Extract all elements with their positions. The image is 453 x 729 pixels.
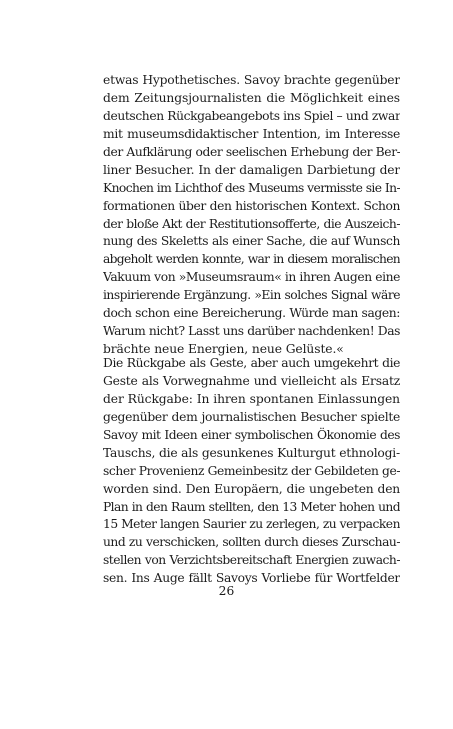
text-line: abgeholt werden konnte, war in diesem moralischen — [103, 252, 400, 267]
paragraph-1 — [103, 72, 400, 359]
text-line: der Rückgabe: In ihren spontanen Einlassungen — [103, 391, 400, 406]
text-line: brächte neue Energien, neue Gelüste.« — [103, 342, 344, 357]
text-line: der Aufklärung oder seelischen Erhebung der Ber- — [103, 144, 400, 159]
text-line: gegenüber dem journalistischen Besucher spielte — [103, 409, 400, 424]
text-line: nung des Skeletts als einer Sache, die auf Wunsch — [103, 234, 400, 249]
text-line: Savoy mit Ideen einer symbolischen Ökonomie des — [103, 427, 400, 442]
text-line: Tauschs, die als gesunkenes Kulturgut ethnologi- — [103, 445, 400, 460]
text-line: Die Rückgabe als Geste, aber auch umgekehrt die — [103, 356, 400, 370]
page-number: 26 — [218, 584, 235, 598]
text-line: scher Provenienz Gemeinbesitz der Gebildeten ge- — [103, 463, 400, 478]
text-line: Plan in den Raum stellten, den 13 Meter hohen und — [103, 499, 400, 514]
text-line: und zu verschicken, sollten durch dieses Zurschau- — [103, 535, 400, 550]
text-line: etwas Hypothetisches. Savoy brachte gegenüber — [103, 73, 400, 87]
text-line: mit museumsdidaktischer Intention, im Interesse — [103, 126, 400, 141]
text-line: Vakuum von »Museumsraum« in ihren Augen eine — [103, 270, 400, 285]
text-line: stellen von Verzichtsbereitschaft Energien zuwach- — [103, 553, 400, 568]
text-line: sen. Ins Auge fällt Savoys Vorliebe für Wortfelder — [103, 571, 400, 586]
text-line: Warum nicht? Lasst uns darüber nachdenken! Das — [103, 324, 400, 339]
text-line: deutschen Rückgabeangebots ins Spiel – und zwar — [103, 108, 400, 123]
text-line: Geste als Vorwegnahme und vielleicht als Ersatz — [103, 373, 400, 388]
text-line: worden sind. Den Europäern, die ungebeten den — [103, 481, 400, 496]
text-line: der bloße Akt der Restitutionsofferte, die Auszeich- — [103, 216, 400, 231]
text-line: inspirierende Ergänzung. »Ein solches Signal wäre — [103, 288, 400, 303]
text-line: liner Besucher. In der damaligen Darbietung der — [103, 162, 400, 177]
text-line: Knochen im Lichthof des Museums vermisste sie In- — [103, 180, 400, 195]
text-line: 15 Meter langen Saurier zu zerlegen, zu verpacken — [103, 517, 400, 532]
text-line: dem Zeitungsjournalisten die Möglichkeit eines — [103, 90, 400, 105]
paragraph-2 — [103, 355, 400, 588]
text-line: doch schon eine Bereicherung. Würde man sagen: — [103, 306, 400, 321]
text-line: formationen über den historischen Kontext. Schon — [103, 198, 400, 213]
